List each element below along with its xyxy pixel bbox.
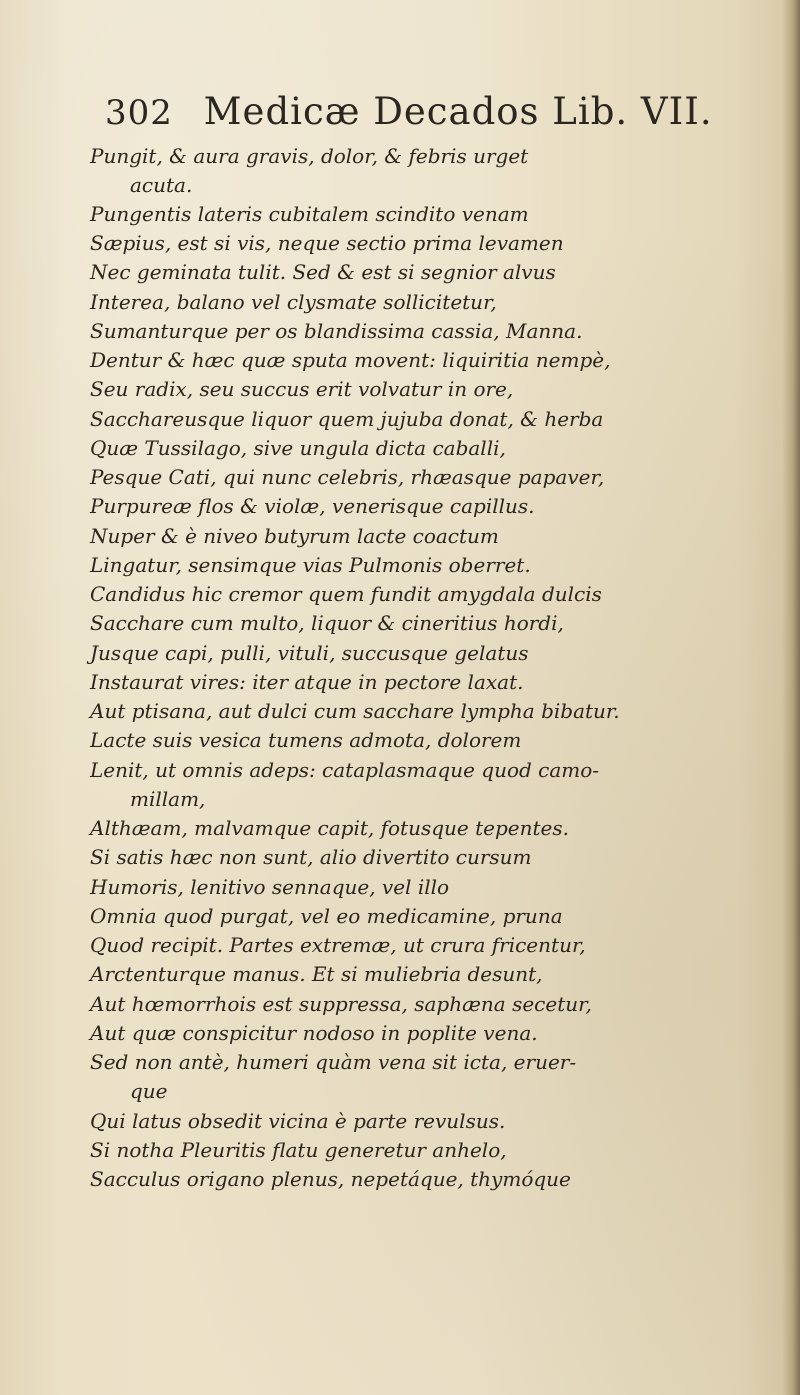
verse-line: Althæam, malvamque capit, fotusque tepentes.	[90, 816, 569, 840]
verse-line: Nec geminata tulit. Sed & est si segnior alvus	[90, 260, 556, 284]
verse-line: Omnia quod purgat, vel eo medicamine, pruna	[90, 904, 563, 928]
verse-line: Interea, balano vel clysmate sollicitetur,	[90, 290, 497, 314]
verse-line: Arctenturque manus. Et si muliebria desunt,	[90, 962, 543, 986]
verse-line: Sacchareusque liquor quem jujuba donat, & herba	[90, 407, 604, 431]
verse-line: Jusque capi, pulli, vituli, succusque gelatus	[90, 641, 529, 665]
verse-line: Si satis hæc non sunt, alio divertito cursum	[90, 845, 532, 869]
verse-line: que	[130, 1079, 168, 1103]
verse-line: Pesque Cati, qui nunc celebris, rhæasque papaver,	[90, 465, 605, 489]
verse-line: Quæ Tussilago, sive ungula dicta caballi,	[90, 436, 506, 460]
verse-line: Candidus hic cremor quem fundit amygdala dulcis	[90, 582, 602, 606]
verse-line: Pungentis lateris cubitalem scindito venam	[90, 202, 529, 226]
verse-line: Sumanturque per os blandissima cassia, Manna.	[90, 319, 583, 343]
verse-line: Humoris, lenitivo sennaque, vel illo	[90, 875, 450, 899]
verse-line: Dentur & hæc quæ sputa movent: liquiritia nempè,	[90, 348, 611, 372]
verse-line: Seu radix, seu succus erit volvatur in ore,	[90, 377, 514, 401]
verse-line: Sacculus origano plenus, nepetáque, thymóque	[90, 1167, 571, 1191]
running-title: Medicæ Decados Lib. VII.	[203, 90, 713, 133]
verse-line: Qui latus obsedit vicina è parte revulsus.	[90, 1109, 506, 1133]
verse-line: Aut ptisana, aut dulci cum sacchare lympha bibatur.	[90, 699, 620, 723]
verse-line: Aut hœmorrhois est suppressa, saphæna secetur,	[90, 992, 592, 1016]
page-number: 302	[105, 93, 173, 133]
verse-line: Lingatur, sensimque vias Pulmonis oberret.	[90, 553, 531, 577]
verse-line: Lenit, ut omnis adeps: cataplasmaque quod camo-	[90, 758, 600, 782]
verse-line: Sed non antè, humeri quàm vena sit icta, eruer-	[90, 1050, 577, 1074]
verse-line: acuta.	[130, 173, 193, 197]
verse-line: Quod recipit. Partes extremæ, ut crura fricentur,	[90, 933, 586, 957]
verse-line: Sacchare cum multo, liquor & cineritius hordi,	[90, 611, 564, 635]
verse-line: Instaurat vires: iter atque in pectore laxat.	[90, 670, 524, 694]
verse-line: millam,	[130, 787, 206, 811]
verse-line: Lacte suis vesica tumens admota, dolorem	[90, 728, 522, 752]
verse-line: Si notha Pleuritis flatu generetur anhelo,	[90, 1138, 507, 1162]
verse-line: Sæpius, est si vis, neque sectio prima levamen	[90, 231, 564, 255]
verse-line: Aut quæ conspicitur nodoso in poplite vena.	[90, 1021, 538, 1045]
verse-line: Purpureæ flos & violæ, venerisque capillus.	[90, 494, 535, 518]
verse-line: Pungit, & aura gravis, dolor, & febris urget	[90, 144, 529, 168]
verse-line: Nuper & è niveo butyrum lacte coactum	[90, 524, 499, 548]
